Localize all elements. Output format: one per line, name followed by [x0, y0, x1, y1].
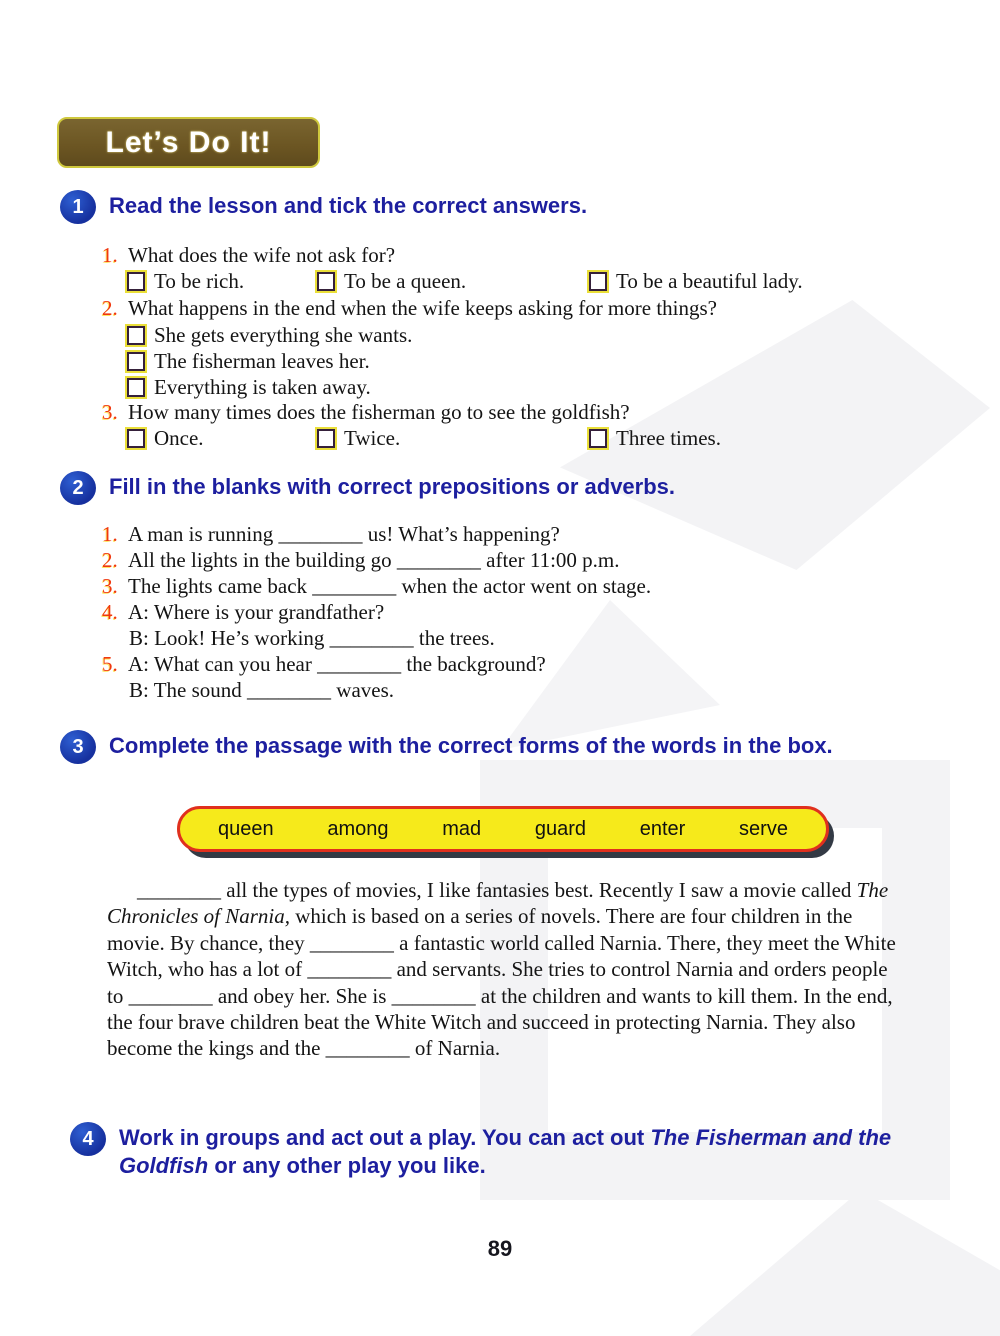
option	[127, 425, 317, 451]
checkbox[interactable]	[127, 272, 145, 291]
section3-number-badge: 3	[60, 730, 96, 764]
fill-item-2	[102, 547, 620, 573]
section4-play-title-italic: The Fisherman and the Goldfish	[119, 1125, 892, 1178]
section4-number-badge: 4	[70, 1122, 106, 1156]
section2-number-badge: 2	[60, 471, 96, 505]
option-label: Three times.	[616, 426, 721, 450]
section1-number-badge: 1	[60, 190, 96, 224]
option-label: To be a queen.	[344, 269, 467, 293]
checkbox[interactable]	[127, 326, 145, 345]
word-box-word: enter	[639, 817, 686, 840]
option	[127, 348, 370, 374]
option-label: Once.	[154, 426, 204, 450]
checkbox[interactable]	[589, 429, 607, 448]
question-1-number: 1.	[102, 243, 118, 267]
word-box	[177, 806, 829, 852]
word-box-word: mad	[442, 817, 482, 840]
checkbox[interactable]	[589, 272, 607, 291]
lets-do-it-banner: Let’s Do It!	[57, 117, 320, 168]
option	[127, 268, 317, 294]
section1-title: Read the lesson and tick the correct answers.	[109, 193, 588, 218]
question-2-number: 2.	[102, 296, 118, 320]
item-text: A: Where is your grandfather?	[128, 600, 385, 624]
checkbox[interactable]	[127, 352, 145, 371]
passage-text: which is based on a series of novels. There are four children in the movie. By chance, they ________ a fantastic world called Narnia. There, they meet the White Witch, who has a lot of ________ and servants. She tries to control Narnia and orders people to ________ and obey her. She is ________ at the children and wants to kill them. In the end, the four brave children beat the White Witch and succeed in protecting Narnia. They also become the kings and the ________ of Narnia.	[107, 904, 896, 1061]
question-1	[102, 242, 395, 268]
checkbox[interactable]	[127, 429, 145, 448]
option-label: The fisherman leaves her.	[154, 349, 370, 373]
question-3-text: How many times does the fisherman go to see the goldfish?	[128, 400, 630, 424]
option-label: Everything is taken away.	[154, 375, 371, 399]
section4-text: or any other play you like.	[208, 1153, 486, 1178]
option	[589, 425, 721, 451]
option	[127, 374, 371, 400]
option	[317, 425, 589, 451]
section4-text: Work in groups and act out a play. You can act out	[119, 1125, 651, 1150]
question-3	[102, 399, 630, 425]
option	[127, 322, 412, 348]
passage-title-italic: The Chronicles of Narnia,	[107, 878, 889, 929]
section4-title	[119, 1122, 919, 1180]
item-number: 3.	[102, 574, 118, 598]
item-number: 5.	[102, 652, 118, 676]
word-box-word: among	[327, 817, 389, 840]
word-box-word: serve	[739, 817, 788, 840]
question-1-text: What does the wife not ask for?	[128, 243, 396, 267]
fill-item-1	[102, 521, 560, 547]
section2-header	[60, 471, 940, 505]
question-3-options	[127, 425, 721, 451]
option-label: To be rich.	[154, 269, 245, 293]
checkbox[interactable]	[127, 378, 145, 397]
section2-title: Fill in the blanks with correct prepositions or adverbs.	[109, 474, 676, 499]
word-box-word: guard	[534, 817, 586, 840]
option	[589, 268, 803, 294]
fill-item-5	[102, 651, 546, 703]
item-number: 4.	[102, 600, 118, 624]
section3-title: Complete the passage with the correct forms of the words in the box.	[109, 733, 833, 758]
option-label: She gets everything she wants.	[154, 323, 413, 347]
page-number: 89	[487, 1236, 513, 1261]
option-label: Twice.	[344, 426, 401, 450]
option-label: To be a beautiful lady.	[616, 269, 803, 293]
item-text: A: What can you hear ________ the background?	[128, 652, 546, 676]
word-box-word: queen	[218, 817, 274, 840]
section4-header	[70, 1122, 919, 1180]
question-2-text: What happens in the end when the wife keeps asking for more things?	[128, 296, 717, 320]
section1-header	[60, 190, 940, 224]
item-number: 1.	[102, 522, 118, 546]
question-2	[102, 295, 717, 321]
checkbox[interactable]	[317, 272, 335, 291]
passage-text: ________ all the types of movies, I like fantasies best. Recently I saw a movie called	[137, 878, 857, 902]
fill-item-4	[102, 599, 495, 651]
fill-item-3	[102, 573, 651, 599]
question-1-options	[127, 268, 803, 294]
item-text: All the lights in the building go ________ after 11:00 p.m.	[128, 548, 620, 572]
item-text: A man is running ________ us! What’s happening?	[128, 522, 560, 546]
cloze-passage	[107, 877, 899, 1062]
checkbox[interactable]	[317, 429, 335, 448]
option	[317, 268, 589, 294]
question-3-number: 3.	[102, 400, 118, 424]
item-number: 2.	[102, 548, 118, 572]
item-text: B: The sound ________ waves.	[129, 678, 395, 702]
item-text: The lights came back ________ when the actor went on stage.	[128, 574, 652, 598]
section3-header	[60, 730, 940, 764]
item-text: B: Look! He’s working ________ the trees.	[129, 626, 495, 650]
